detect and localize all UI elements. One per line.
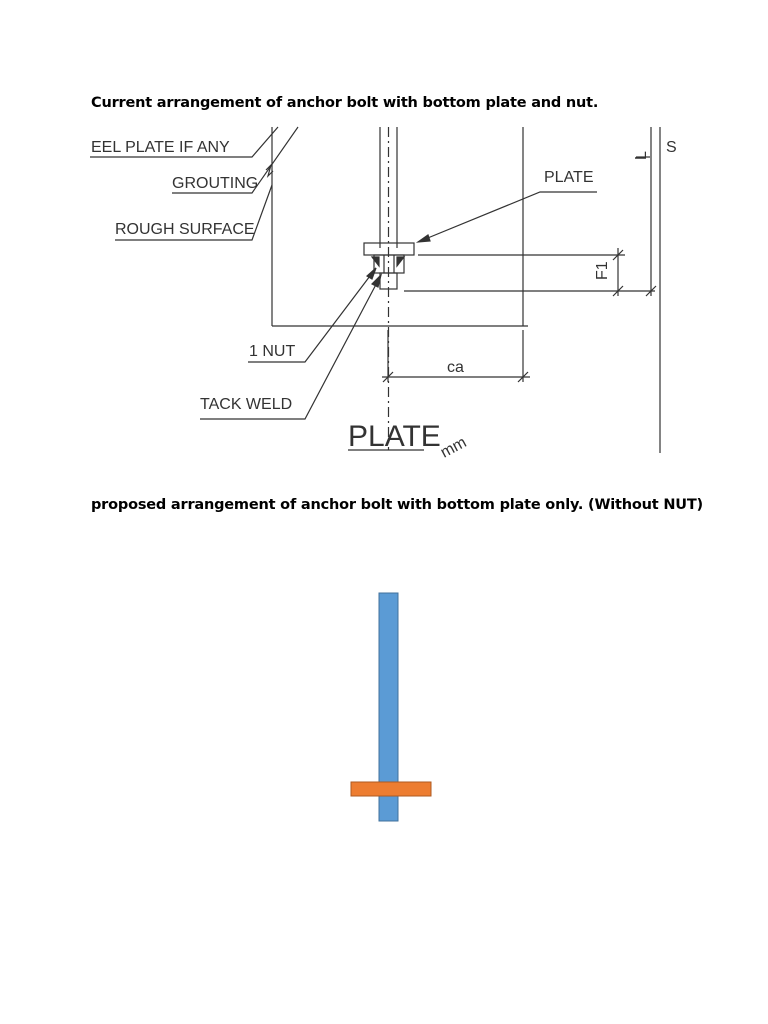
current-arrangement-heading: Current arrangement of anchor bolt with bottom plate and nut.: [91, 95, 599, 111]
tack-weld-right: [397, 257, 404, 266]
drawing-labels: [91, 139, 677, 462]
label-l: L: [633, 151, 650, 160]
label-rough-surface: ROUGH SURFACE: [115, 221, 255, 238]
label-steel-plate: EEL PLATE IF ANY: [91, 139, 230, 156]
label-plate: PLATE: [544, 169, 594, 186]
plate-title: PLATE: [348, 420, 441, 453]
bottom-plate-bar: [351, 782, 431, 796]
tack-weld-left: [372, 257, 379, 266]
label-nut: 1 NUT: [249, 343, 296, 360]
label-dim-fragment: mm: [437, 434, 470, 462]
proposed-arrangement-diagram: [351, 593, 431, 821]
label-f1: F1: [594, 261, 611, 280]
label-s: S: [666, 139, 677, 156]
proposed-arrangement-heading: proposed arrangement of anchor bolt with bottom plate only. (Without NUT): [91, 497, 703, 513]
label-grouting: GROUTING: [172, 175, 259, 192]
label-ca: ca: [447, 359, 464, 376]
leader-plate: [418, 192, 597, 242]
label-tack-weld: TACK WELD: [200, 396, 293, 413]
